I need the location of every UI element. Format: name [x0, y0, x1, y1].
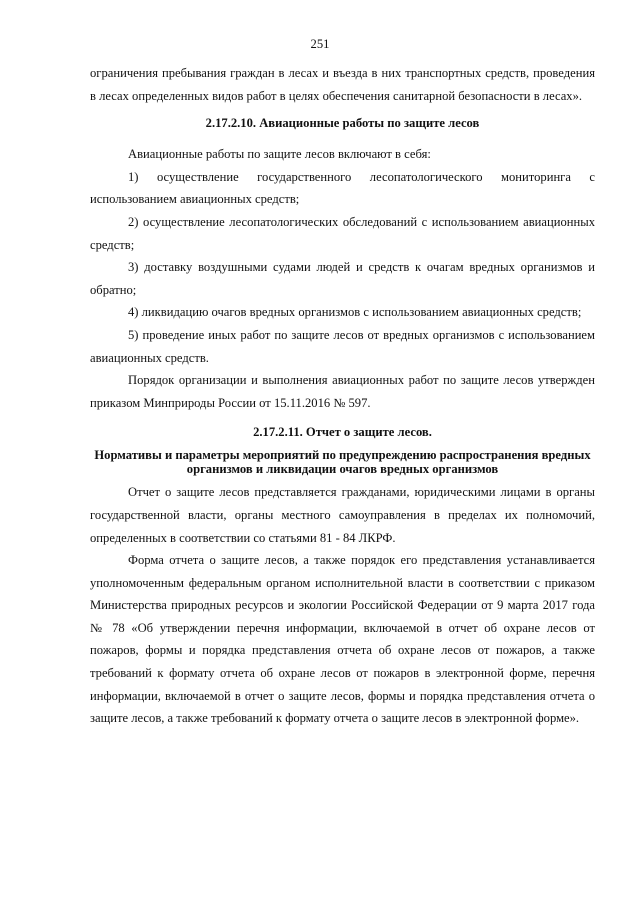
section-subheading-norms: Нормативы и параметры мероприятий по предупреждению распространения вредных организмов и ликвидации очагов вредных организмов [94, 448, 591, 477]
aviation-lead: Авиационные работы по защите лесов включают в себя: [128, 147, 431, 162]
report-paragraph: Форма отчета о защите лесов, а также порядок его представления устанавливается уполномоченным федеральным органом исполнительной власти в соответствии с приказом Министерства природных ресурсов и экологии Российской Федерации от 9 марта 2017 года № 78 «Об утверждении перечня информации, включаемой в отчет об охране лесов от пожаров, формы и порядка представления отчета об охране лесов от пожаров, а также требований к формату отчета об охране лесов от пожаров в электронной форме, перечня информации, включаемой в отчет о защите лесов, формы и порядка представления отчета о защите лесов, а также требований к формату отчета о защите лесов в электронной форме». [90, 553, 595, 726]
report-paragraph: Отчет о защите лесов представляется гражданами, юридическими лицами в органы государственной власти, органы местного самоуправления в пределах их полномочий, определенных в соответствии со статьями 81 - 84 ЛКРФ. [90, 485, 595, 545]
aviation-item: 3) доставку воздушными судами людей и средств к очагам вредных организмов и обратно; [90, 260, 595, 297]
aviation-item: 2) осуществление лесопатологических обследований с использованием авиационных средств; [90, 214, 595, 252]
aviation-item: 5) проведение иных работ по защите лесов от вредных организмов с использованием авиационных средств. [90, 327, 595, 365]
aviation-item: 4) ликвидацию очагов вредных организмов с использованием авиационных средств; [128, 305, 582, 320]
section-heading-report: 2.17.2.11. Отчет о защите лесов. [253, 425, 432, 440]
intro-paragraph: ограничения пребывания граждан в лесах и въезда в них транспортных средств, проведения в лесах определенных видов работ в целях обеспечения санитарной безопасности в лесах». [90, 66, 595, 103]
page-content [90, 62, 595, 730]
page-number: 251 [310, 37, 330, 51]
section-heading-aviation: 2.17.2.10. Авиационные работы по защите лесов [205, 116, 480, 131]
aviation-item: 1) осуществление государственного лесопатологического мониторинга с использованием авиационных средств; [90, 169, 595, 207]
aviation-closing: Порядок организации и выполнения авиационных работ по защите лесов утвержден приказом Минприроды России от 15.11.2016 № 597. [90, 373, 595, 410]
